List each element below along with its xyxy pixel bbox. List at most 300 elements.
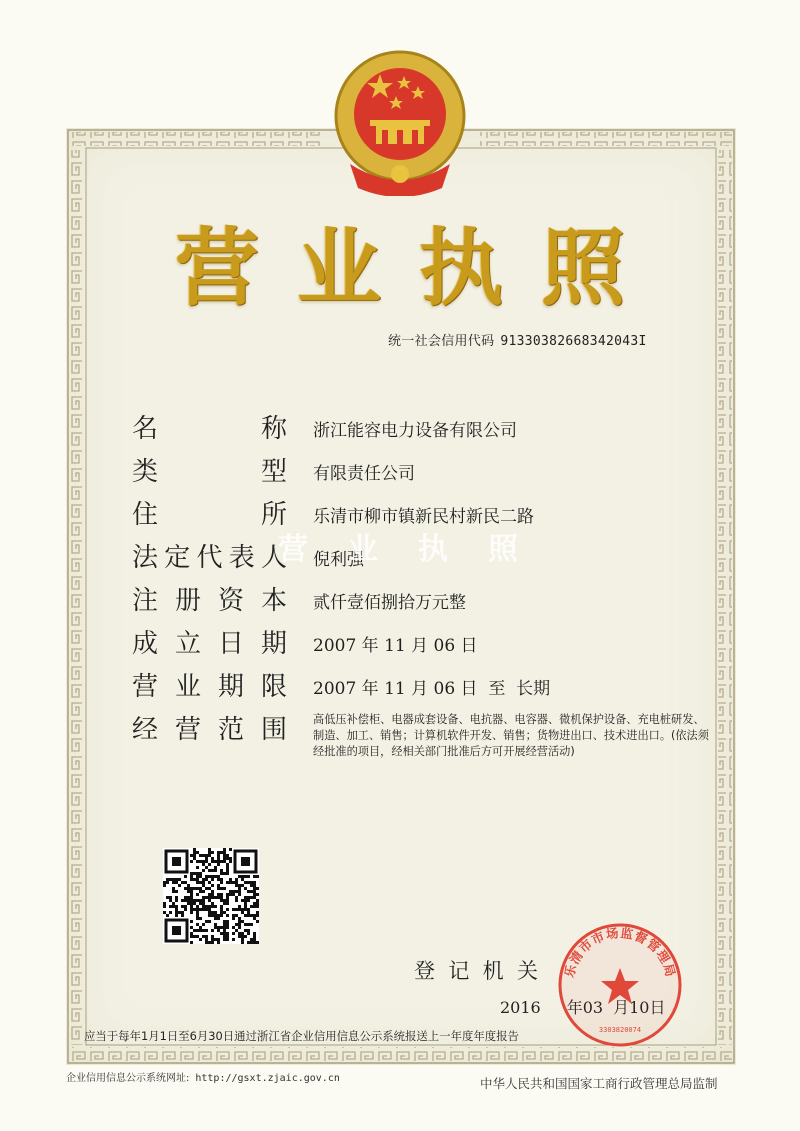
qr-module — [223, 911, 226, 914]
qr-module — [193, 851, 196, 854]
qr-module — [220, 878, 223, 881]
qr-module — [256, 920, 259, 923]
qr-module — [193, 887, 196, 890]
qr-module — [244, 881, 247, 884]
qr-module — [175, 899, 178, 902]
qr-module — [250, 884, 253, 887]
qr-module — [208, 848, 211, 851]
qr-module — [253, 932, 256, 935]
qr-module — [211, 902, 214, 905]
label-char: 营 — [132, 672, 159, 702]
qr-module — [190, 908, 193, 911]
qr-module — [241, 941, 244, 944]
qr-module — [199, 929, 202, 932]
qr-module — [223, 851, 226, 854]
qr-module — [208, 914, 211, 917]
qr-module — [202, 935, 205, 938]
qr-module — [208, 881, 211, 884]
qr-module — [172, 881, 175, 884]
field-label-established — [132, 623, 287, 659]
qr-module — [238, 905, 241, 908]
label-char: 期 — [260, 629, 287, 659]
qr-module — [193, 908, 196, 911]
qr-module — [226, 923, 229, 926]
qr-module — [196, 935, 199, 938]
qr-module — [235, 899, 238, 902]
qr-module — [202, 896, 205, 899]
qr-module — [247, 911, 250, 914]
field-label-address — [132, 494, 287, 530]
qr-module — [187, 890, 190, 893]
qr-module — [247, 908, 250, 911]
qr-module — [229, 881, 232, 884]
qr-module — [208, 911, 211, 914]
qr-module — [199, 938, 202, 941]
qr-module — [205, 857, 208, 860]
qr-module — [253, 896, 256, 899]
qr-module — [175, 914, 178, 917]
qr-module — [250, 905, 253, 908]
qr-module — [211, 857, 214, 860]
qr-module — [244, 905, 247, 908]
field-label-term — [132, 666, 287, 702]
qr-module — [238, 920, 241, 923]
label-char: 本 — [260, 586, 287, 616]
annual-report-notice: 应当于每年1月1日至6月30日通过浙江省企业信用信息公示系统报送上一年度年度报告 — [84, 1029, 519, 1043]
qr-module — [211, 851, 214, 854]
qr-module — [226, 881, 229, 884]
qr-module — [202, 905, 205, 908]
qr-module — [196, 851, 199, 854]
qr-module — [214, 926, 217, 929]
qr-module — [226, 914, 229, 917]
qr-module — [199, 902, 202, 905]
qr-module — [229, 893, 232, 896]
qr-module — [235, 896, 238, 899]
qr-module — [241, 884, 244, 887]
qr-module — [166, 881, 169, 884]
qr-module — [190, 902, 193, 905]
qr-module — [190, 887, 193, 890]
qr-module — [238, 893, 241, 896]
qr-module — [241, 911, 244, 914]
qr-module — [202, 884, 205, 887]
qr-module — [205, 854, 208, 857]
qr-module — [232, 914, 235, 917]
qr-module — [193, 878, 196, 881]
qr-module — [187, 899, 190, 902]
qr-module — [238, 884, 241, 887]
qr-module — [172, 902, 175, 905]
label-char: 期 — [217, 672, 244, 702]
qr-module — [193, 899, 196, 902]
qr-module — [205, 935, 208, 938]
field-value-capital: 贰仟壹佰捌拾万元整 — [313, 593, 466, 613]
seal-text: 乐清市市场监督管理局 — [561, 925, 679, 980]
label-char: 代 — [196, 543, 223, 573]
qr-module — [196, 905, 199, 908]
watermark-char: 营 — [278, 532, 308, 567]
qr-module — [217, 875, 220, 878]
qr-module — [247, 896, 250, 899]
qr-module — [217, 857, 220, 860]
qr-module — [223, 902, 226, 905]
qr-module — [214, 896, 217, 899]
qr-module — [202, 881, 205, 884]
qr-module — [223, 938, 226, 941]
field-label-scope — [132, 709, 287, 745]
qr-module — [214, 875, 217, 878]
qr-module — [214, 914, 217, 917]
qr-module — [223, 854, 226, 857]
qr-module — [208, 875, 211, 878]
qr-module — [253, 935, 256, 938]
field-label-legal-rep — [132, 537, 287, 573]
qr-module — [226, 920, 229, 923]
qr-module — [199, 890, 202, 893]
field-value-type: 有限责任公司 — [313, 464, 415, 484]
label-char: 营 — [174, 715, 201, 745]
qr-module — [169, 911, 172, 914]
qr-module — [241, 935, 244, 938]
qr-module — [205, 896, 208, 899]
qr-module — [217, 884, 220, 887]
qr-module — [247, 941, 250, 944]
qr-module — [196, 878, 199, 881]
qr-module — [184, 908, 187, 911]
qr-module — [181, 911, 184, 914]
qr-module — [247, 875, 250, 878]
qr-module — [220, 881, 223, 884]
qr-module — [220, 911, 223, 914]
qr-module — [253, 884, 256, 887]
qr-module — [211, 890, 214, 893]
qr-module — [202, 929, 205, 932]
label-char: 法 — [132, 543, 159, 573]
label-char: 立 — [174, 629, 201, 659]
qr-module — [253, 902, 256, 905]
qr-module — [238, 887, 241, 890]
qr-module — [187, 896, 190, 899]
qr-module — [196, 866, 199, 869]
qr-module — [253, 905, 256, 908]
qr-module — [223, 887, 226, 890]
credit-code-value: 91330382668342043I — [500, 334, 647, 349]
qr-module — [166, 914, 169, 917]
qr-module — [226, 938, 229, 941]
qr-module — [226, 926, 229, 929]
qr-module — [235, 878, 238, 881]
qr-module — [247, 881, 250, 884]
qr-module — [220, 893, 223, 896]
qr-module — [250, 938, 253, 941]
qr-module — [256, 905, 259, 908]
qr-module — [211, 893, 214, 896]
qr-module — [193, 902, 196, 905]
qr-module — [256, 941, 259, 944]
qr-module — [220, 905, 223, 908]
qr-module — [205, 875, 208, 878]
qr-module — [202, 908, 205, 911]
qr-module — [247, 914, 250, 917]
qr-module — [196, 860, 199, 863]
qr-module — [244, 899, 247, 902]
qr-module — [220, 887, 223, 890]
qr-module — [211, 869, 214, 872]
qr-module — [250, 881, 253, 884]
qr-module — [208, 899, 211, 902]
qr-module — [163, 905, 166, 908]
qr-module — [217, 896, 220, 899]
qr-module — [235, 890, 238, 893]
qr-module — [256, 899, 259, 902]
qr-module — [223, 899, 226, 902]
qr-module — [220, 932, 223, 935]
qr-module — [253, 941, 256, 944]
authority-char: 机 — [482, 959, 504, 983]
qr-module — [217, 851, 220, 854]
qr-module — [205, 938, 208, 941]
qr-module — [190, 854, 193, 857]
qr-module — [211, 914, 214, 917]
qr-module — [253, 938, 256, 941]
qr-module — [241, 938, 244, 941]
qr-module — [211, 911, 214, 914]
qr-module — [220, 926, 223, 929]
qr-module — [214, 923, 217, 926]
qr-module — [202, 890, 205, 893]
qr-module — [208, 920, 211, 923]
qr-module — [217, 854, 220, 857]
qr-module — [226, 869, 229, 872]
qr-module — [241, 878, 244, 881]
qr-module — [217, 926, 220, 929]
qr-module — [163, 884, 166, 887]
qr-module — [217, 917, 220, 920]
qr-module — [190, 872, 193, 875]
qr-module — [178, 911, 181, 914]
label-char: 称 — [260, 414, 287, 444]
qr-module — [196, 923, 199, 926]
qr-module — [232, 938, 235, 941]
title-char: 业 — [296, 219, 381, 317]
qr-module — [244, 908, 247, 911]
qr-module — [211, 941, 214, 944]
qr-module — [205, 908, 208, 911]
qr-module — [220, 896, 223, 899]
qr-module — [196, 908, 199, 911]
qr-module — [199, 926, 202, 929]
qr-module — [178, 884, 181, 887]
qr-module — [235, 908, 238, 911]
watermark-char: 照 — [488, 532, 518, 567]
qr-module — [244, 923, 247, 926]
qr-module — [238, 875, 241, 878]
qr-module — [184, 905, 187, 908]
qr-module — [241, 908, 244, 911]
qr-module — [190, 920, 193, 923]
field-value-established: 2007 年 11 月 06 日 — [313, 636, 478, 656]
qr-module — [196, 911, 199, 914]
qr-module — [226, 893, 229, 896]
title-char: 照 — [540, 219, 625, 317]
qr-module — [250, 890, 253, 893]
qr-module — [211, 935, 214, 938]
qr-module — [211, 938, 214, 941]
qr-module — [211, 875, 214, 878]
qr-module — [208, 863, 211, 866]
qr-module — [193, 857, 196, 860]
qr-module — [232, 908, 235, 911]
qr-module — [181, 899, 184, 902]
qr-module — [178, 878, 181, 881]
qr-module — [253, 887, 256, 890]
footer-website-url[interactable]: http://gsxt.zjaic.gov.cn — [195, 1073, 340, 1084]
qr-module — [235, 884, 238, 887]
qr-module — [214, 860, 217, 863]
qr-module — [199, 875, 202, 878]
qr-module — [202, 869, 205, 872]
qr-module — [241, 932, 244, 935]
qr-module — [244, 875, 247, 878]
qr-module — [199, 881, 202, 884]
qr-module — [226, 908, 229, 911]
qr-module — [199, 908, 202, 911]
qr-module — [226, 866, 229, 869]
qr-module — [226, 935, 229, 938]
label-char: 名 — [132, 414, 159, 444]
qr-module — [214, 869, 217, 872]
qr-module — [238, 926, 241, 929]
footer-supervisor: 中华人民共和国国家工商行政管理总局监制 — [480, 1076, 718, 1091]
footer-website — [66, 1069, 340, 1084]
label-char: 资 — [217, 586, 244, 616]
qr-module — [211, 929, 214, 932]
qr-module — [223, 920, 226, 923]
qr-module — [211, 905, 214, 908]
qr-module — [220, 899, 223, 902]
qr-module — [253, 914, 256, 917]
qr-module — [247, 890, 250, 893]
qr-module — [196, 887, 199, 890]
qr-module — [244, 887, 247, 890]
qr-module — [187, 884, 190, 887]
qr-module — [217, 887, 220, 890]
qr-module — [232, 917, 235, 920]
label-char: 注 — [132, 586, 159, 616]
qr-module — [175, 878, 178, 881]
qr-module — [244, 914, 247, 917]
qr-module — [253, 917, 256, 920]
qr-module — [208, 869, 211, 872]
qr-module — [244, 902, 247, 905]
qr-module — [205, 905, 208, 908]
qr-module — [256, 887, 259, 890]
qr-module — [190, 878, 193, 881]
qr-module — [235, 923, 238, 926]
qr-module — [223, 932, 226, 935]
qr-module — [196, 875, 199, 878]
qr-module — [208, 893, 211, 896]
qr-module — [256, 902, 259, 905]
qr-module — [244, 896, 247, 899]
qr-module — [211, 860, 214, 863]
label-char: 类 — [132, 457, 159, 487]
qr-module — [256, 914, 259, 917]
field-label-name — [132, 408, 287, 444]
label-char: 住 — [132, 500, 159, 530]
qr-module — [211, 878, 214, 881]
qr-module — [196, 893, 199, 896]
qr-module — [214, 911, 217, 914]
label-char: 人 — [260, 543, 287, 573]
qr-module — [241, 899, 244, 902]
qr-module — [226, 857, 229, 860]
qr-module — [172, 890, 175, 893]
qr-module — [163, 902, 166, 905]
qr-module — [187, 902, 190, 905]
qr-module — [232, 881, 235, 884]
qr-module — [196, 881, 199, 884]
qr-module — [196, 872, 199, 875]
qr-module — [205, 878, 208, 881]
qr-module — [172, 887, 175, 890]
qr-module — [226, 932, 229, 935]
qr-module — [193, 854, 196, 857]
qr-module — [244, 929, 247, 932]
label-char: 表 — [228, 543, 255, 573]
qr-module — [190, 890, 193, 893]
qr-module — [190, 911, 193, 914]
qr-module — [253, 890, 256, 893]
qr-module — [208, 854, 211, 857]
qr-module — [226, 899, 229, 902]
qr-module — [226, 863, 229, 866]
qr-module — [223, 857, 226, 860]
qr-module — [217, 863, 220, 866]
field-value-term: 2007 年 11 月 06 日 至 长期 — [313, 679, 551, 699]
qr-module — [199, 860, 202, 863]
qr-module — [250, 896, 253, 899]
qr-module — [196, 899, 199, 902]
qr-module — [202, 863, 205, 866]
qr-module — [208, 941, 211, 944]
qr-module — [250, 914, 253, 917]
qr-module — [229, 890, 232, 893]
qr-module — [211, 896, 214, 899]
qr-module — [247, 929, 250, 932]
qr-module — [214, 938, 217, 941]
qr-module — [223, 848, 226, 851]
field-label-type — [132, 451, 287, 487]
footer-website-label: 企业信用信息公示系统网址: — [66, 1073, 190, 1084]
qr-module — [199, 917, 202, 920]
qr-module — [235, 881, 238, 884]
qr-module — [202, 899, 205, 902]
qr-module — [202, 902, 205, 905]
label-char: 日 — [217, 629, 244, 659]
qr-module — [232, 932, 235, 935]
qr-module — [175, 908, 178, 911]
qr-module — [223, 872, 226, 875]
qr-module — [190, 896, 193, 899]
qr-module — [217, 929, 220, 932]
qr-module — [175, 881, 178, 884]
qr-module — [172, 878, 175, 881]
qr-module — [196, 917, 199, 920]
qr-module — [253, 881, 256, 884]
qr-module — [214, 917, 217, 920]
